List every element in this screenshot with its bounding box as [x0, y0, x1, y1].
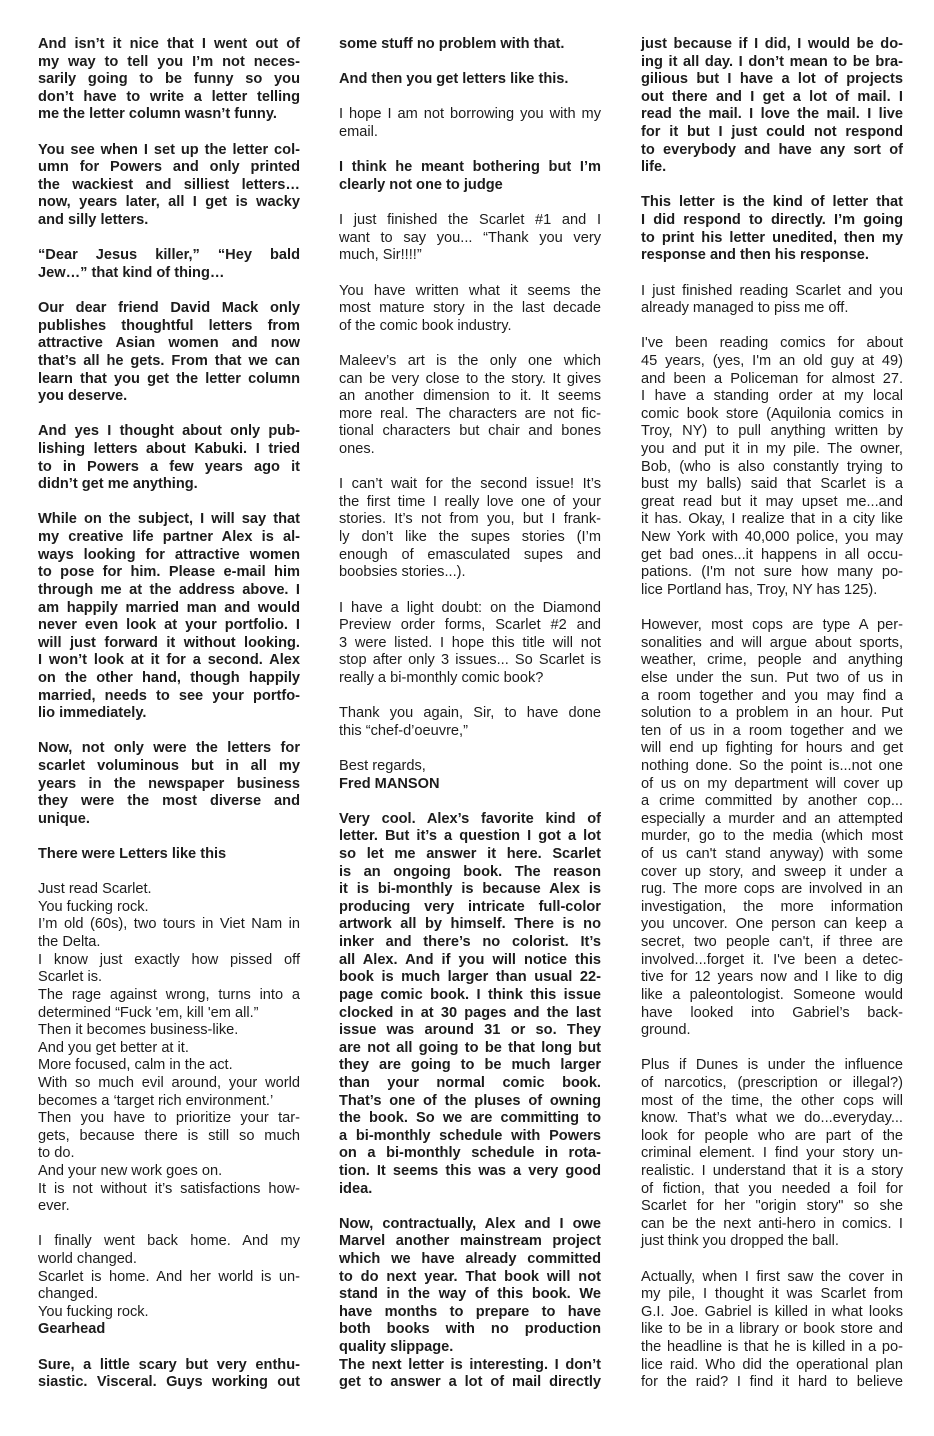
text-line: You have written what it seems the: [339, 282, 601, 299]
text-line: ten of us in a room together and we: [641, 722, 903, 739]
text-line: want to say you... “Thank you very: [339, 229, 601, 246]
text-line: page comic book. I think this issue: [339, 986, 601, 1003]
text-line: artwork all by himself. There is no: [339, 916, 601, 933]
text-line: life.: [641, 159, 667, 176]
bold-paragraph: [339, 776, 601, 794]
text-line: most mature story in the last decade: [339, 300, 601, 317]
text-line: nothing done. So the point is...not one: [641, 757, 903, 774]
text-line: 3 were listed. I hope this title will not: [339, 634, 601, 651]
text-line: stories. It’s not from you, but I frank-: [339, 511, 601, 528]
text-line: issue was around 31 or so. They: [339, 1022, 601, 1039]
text-line: Then it becomes business-like.: [38, 1022, 239, 1039]
text-line: I have a standing order at my local: [641, 388, 903, 405]
text-line: Troy, NY) to pull anything written by: [641, 423, 903, 440]
text-line: Scarlet is home. And her world is un-: [38, 1268, 300, 1285]
text-line: And your new work goes on.: [38, 1163, 223, 1179]
text-line: The rage against wrong, turns into a: [38, 986, 300, 1003]
text-line: to everybody and have any sort of: [641, 141, 903, 158]
text-line: more real. The characters are not fic-: [339, 405, 601, 422]
text-line: Jew…” that kind of thing…: [38, 264, 225, 281]
text-line: letter. But it’s a question I got a lot: [339, 828, 601, 845]
text-line: for the raid? I find it hard to believe: [641, 1374, 903, 1391]
text-line: that’s all he gets. From that we can: [38, 352, 300, 369]
text-line: G.I. Joe. Gabriel is killed in what looks: [641, 1303, 903, 1320]
text-line: realistic. I understand that it is a story: [641, 1163, 903, 1179]
text-line: Fred MANSON: [339, 775, 440, 792]
text-line: just think you dropped the ball.: [641, 1233, 839, 1250]
text-line: And then you get letters like this.: [339, 71, 569, 88]
text-line: I know just exactly how pissed off: [38, 951, 300, 968]
text-line: There were Letters like this: [38, 846, 227, 863]
text-line: know. That’s what we do...everyday...: [641, 1110, 903, 1127]
bold-paragraph: [38, 423, 300, 493]
text-line: read the mail. I love the mail. I live: [641, 106, 903, 123]
text-line: ever.: [38, 1198, 70, 1215]
bold-paragraph: [38, 300, 300, 406]
text-line: to pose for him. Please e-mail him: [38, 564, 300, 581]
text-line: secret, two people can't, if three are: [641, 934, 903, 951]
text-line: can be very close to the story. It gives: [339, 370, 601, 387]
bold-paragraph: [38, 511, 300, 722]
text-line: I hope I am not borrowing you with my: [339, 106, 601, 123]
text-line: However, most cops are type A per-: [641, 617, 903, 634]
bold-paragraph: [339, 159, 601, 194]
text-line: Very cool. Alex’s favorite kind of: [339, 810, 601, 827]
text-line: I finally went back home. And my: [38, 1233, 300, 1250]
text-line: Maleev’s art is the only one which: [339, 352, 601, 369]
text-line: More focused, calm in the act.: [38, 1057, 233, 1074]
text-line: just because if I did, I would be do-: [641, 36, 903, 52]
text-line: tive for 12 years now and I like to dig: [641, 969, 903, 986]
text-line: book is much larger than usual 22-: [339, 969, 601, 986]
text-line: lio immediately.: [38, 705, 147, 722]
text-line: siastic. Visceral. Guys working out: [38, 1374, 300, 1391]
text-line: they are going to be much larger: [339, 1057, 601, 1074]
bold-paragraph: [339, 1357, 601, 1392]
text-line: didn’t get me anything.: [38, 476, 198, 493]
paragraph: [38, 1233, 300, 1321]
text-line: bust my balls) said that Scarlet is a: [641, 476, 903, 493]
text-line: New York with 40,000 police, you may: [641, 529, 903, 546]
text-line: solution to a problem in an hour. Put: [641, 705, 903, 722]
text-line: Best regards,: [339, 757, 426, 774]
text-line: And you get better at it.: [38, 1039, 189, 1056]
text-line: I won’t look at it for a second. Alex: [38, 652, 300, 669]
text-line: Preview order forms, Scarlet #2 and: [339, 617, 601, 634]
text-line: You fucking rock.: [38, 1303, 149, 1320]
text-line: changed.: [38, 1286, 99, 1303]
text-line: will end up fighting for hours and get: [641, 740, 903, 757]
text-line: Just read Scarlet.: [38, 881, 152, 898]
text-line: look for people who are part of the: [641, 1127, 903, 1144]
text-line: Now, contractually, Alex and I owe: [339, 1215, 601, 1232]
text-line: Thank you again, Sir, to have done: [339, 705, 601, 722]
text-line: tion. It seems this was a very good: [339, 1163, 601, 1179]
text-line: else under the sun. Put two of us in: [641, 669, 903, 686]
column-1: [38, 36, 300, 1410]
text-line: am happily married man and would: [38, 599, 300, 616]
text-line: me the letter column wasn’t funny.: [38, 106, 277, 123]
bold-paragraph: [38, 142, 300, 230]
bold-paragraph: [339, 36, 601, 54]
text-line: stop after only 3 issues... So Scarlet is: [339, 652, 601, 669]
text-line: Scarlet is.: [38, 969, 103, 986]
text-line: through me at the address above. I: [38, 581, 300, 598]
text-line: don’t have to write a letter telling: [38, 88, 300, 105]
text-line: email.: [339, 124, 378, 141]
paragraph: [641, 1057, 903, 1251]
text-line: I've been reading comics for about: [641, 335, 903, 352]
text-line: to print his letter unedited, then my: [641, 229, 903, 246]
text-line: get bad ones...it happens in all occu-: [641, 546, 903, 563]
text-line: And isn’t it nice that I went out of: [38, 36, 300, 52]
text-line: my creative life partner Alex is al-: [38, 529, 300, 546]
text-line: I just finished the Scarlet #1 and I: [339, 212, 601, 229]
text-line: to in Powers a few years ago it: [38, 458, 300, 475]
text-line: an another dimension to it. It seems: [339, 388, 601, 405]
text-line: of us can't stand anyway) with some: [641, 846, 903, 863]
text-line: on a bi-monthly schedule in rota-: [339, 1145, 601, 1162]
paragraph: [339, 476, 601, 582]
bold-paragraph: [38, 740, 300, 828]
text-line: idea.: [339, 1180, 373, 1197]
text-line: clearly not one to judge: [339, 176, 503, 193]
text-line: You see when I set up the letter col-: [38, 141, 300, 158]
text-line: sarily going to be funny so you: [38, 71, 300, 88]
text-line: Our dear friend David Mack only: [38, 300, 300, 317]
text-line: This letter is the kind of letter that: [641, 194, 903, 211]
text-line: have months to prepare to have: [339, 1303, 601, 1320]
text-line: quality slippage.: [339, 1339, 454, 1356]
text-line: producing very intricate full-color: [339, 898, 601, 915]
text-line: they were the most diverse and: [38, 793, 300, 810]
text-line: you deserve.: [38, 388, 128, 405]
text-line: And yes I thought about only pub-: [38, 423, 300, 440]
bold-paragraph: [641, 36, 903, 177]
text-line: it has. Okay, I realize that in a city like: [641, 511, 903, 528]
text-line: and silly letters.: [38, 212, 149, 229]
text-line: rug. The more cops are involved in an: [641, 881, 903, 898]
text-line: comic book store (Aquilonia comics in: [641, 405, 903, 422]
text-line: scarlet voluminous but in all my: [38, 757, 300, 774]
text-line: Scarlet for her "origin story" so she: [641, 1198, 903, 1215]
text-line: so let me answer it here. Scarlet: [339, 846, 601, 863]
text-line: this “chef-d’oeuvre,”: [339, 722, 468, 739]
paragraph: [339, 353, 601, 459]
text-line: I think he meant bothering but I’m: [339, 159, 601, 176]
text-line: lice Portland has, Troy, NY has 125).: [641, 581, 878, 598]
text-line: It is not without it’s satisfactions how-: [38, 1180, 300, 1197]
bold-paragraph: [339, 811, 601, 1198]
text-line: gilious but I have a lot of projects: [641, 71, 903, 88]
bold-paragraph: [641, 194, 903, 264]
text-line: to do.: [38, 1145, 75, 1162]
text-line: Now, not only were the letters for: [38, 740, 300, 757]
text-line: really a bi-monthly comic book?: [339, 669, 544, 686]
text-line: involved...forget it. I've been a detec-: [641, 951, 903, 968]
text-line: unique.: [38, 810, 90, 827]
text-line: have looked into Gabriel’s back-: [641, 1004, 903, 1021]
text-line: get to answer a lot of mail directly: [339, 1374, 601, 1391]
paragraph: [339, 212, 601, 265]
text-line: great read but it may upset me...and: [641, 493, 903, 510]
text-line: ly don’t like the supes stories (I’m: [339, 529, 601, 546]
text-line: I have a light doubt: on the Diamond: [339, 599, 601, 616]
text-line: enough of emasculated supes and: [339, 546, 601, 563]
text-line: the headline is that he is killed in a po-: [641, 1339, 903, 1356]
text-line: Plus if Dunes is under the influence: [641, 1057, 903, 1074]
text-line: I just finished reading Scarlet and you: [641, 282, 903, 299]
text-line: “Dear Jesus killer,” “Hey bald: [38, 247, 300, 264]
text-line: especially a murder and an attempted: [641, 810, 903, 827]
text-line: cover up story, and sweep it under a: [641, 863, 903, 880]
text-line: is an ongoing book. The reason: [339, 863, 601, 880]
text-line: investigation, the more information: [641, 898, 903, 915]
text-line: now, years later, all I get is wacky: [38, 194, 300, 211]
text-line: Actually, when I first saw the cover in: [641, 1268, 903, 1285]
text-line: tional characters but chair and bones: [339, 423, 601, 440]
text-line: on the other hand, though happily: [38, 669, 300, 686]
text-line: gets, because there is still so much: [38, 1127, 300, 1144]
text-line: of us on my department will cover up: [641, 775, 903, 792]
text-line: clocked in at 30 pages and the last: [339, 1004, 601, 1021]
text-line: boobsies stories...).: [339, 564, 466, 581]
text-line: 45 years, (yes, I'm an old guy at 49): [641, 352, 903, 369]
text-line: response and then his response.: [641, 247, 869, 264]
paragraph: [339, 705, 601, 740]
text-line: publishes thoughtful letters from: [38, 317, 300, 334]
text-line: the first time I really love one of your: [339, 493, 601, 510]
text-line: most of the time, the other cops will: [641, 1092, 903, 1109]
text-line: of fiction, that you needed a foil for: [641, 1180, 903, 1197]
column-3: [641, 36, 903, 1410]
bold-paragraph: [38, 846, 300, 864]
text-line: becomes a ‘target rich environment.’: [38, 1092, 274, 1109]
text-line: Then you have to prioritize your tar-: [38, 1110, 300, 1127]
text-line: ing it all day. I don’t mean to be bra-: [641, 53, 903, 70]
text-line: You fucking rock.: [38, 898, 149, 915]
bold-paragraph: [38, 36, 300, 124]
text-line: I did respond to directly. I’m going: [641, 212, 903, 229]
text-line: my way to tell you I’m not neces-: [38, 53, 300, 70]
text-line: of the comic book industry.: [339, 317, 512, 334]
text-line: inker and there’s no colorist. It’s: [339, 934, 601, 951]
text-line: will just forward it without looking.: [38, 634, 300, 651]
text-line: both books with no production: [339, 1321, 601, 1338]
text-line: all Alex. And if you will notice this: [339, 951, 601, 968]
text-line: That’s one of the pluses of owning: [339, 1092, 601, 1109]
text-line: learn that you get the letter column: [38, 370, 300, 387]
text-line: world changed.: [38, 1251, 137, 1268]
text-line: Gearhead: [38, 1321, 106, 1338]
text-line: ones.: [339, 441, 375, 458]
paragraph: [339, 758, 601, 776]
paragraph: [38, 881, 300, 1216]
text-line: a crime committed by another cop...: [641, 793, 903, 810]
text-line: can be the next anti-hero in comics. I: [641, 1215, 903, 1232]
text-line: a room together and you may find a: [641, 687, 903, 704]
text-line: it is bi-monthly is because Alex is: [339, 881, 601, 898]
bold-paragraph: [38, 1357, 300, 1392]
text-line: some stuff no problem with that.: [339, 36, 565, 52]
paragraph: [339, 283, 601, 336]
column-2: [339, 36, 601, 1410]
text-line: murder, go to the media (which most: [641, 828, 903, 845]
paragraph: [339, 106, 601, 141]
text-line: you uncover. One person can keep a: [641, 916, 903, 933]
text-line: I’m old (60s), two tours in Viet Nam in: [38, 916, 300, 933]
bold-paragraph: [339, 1216, 601, 1357]
text-line: Sure, a little scary but very enthu-: [38, 1356, 300, 1373]
paragraph: [641, 1269, 903, 1392]
text-line: to do next year. That book will not: [339, 1268, 601, 1285]
text-line: my pile, I thought it was Scarlet from: [641, 1286, 903, 1303]
text-line: lishing letters about Kabuki. I tried: [38, 441, 300, 458]
text-line: I can’t wait for the second issue! It’s: [339, 476, 601, 493]
text-line: pations. (I'm not sure how many po-: [641, 564, 903, 581]
bold-paragraph: [339, 71, 601, 89]
text-line: already managed to piss me off.: [641, 300, 849, 317]
text-line: married, needs to see your portfo-: [38, 687, 300, 704]
text-line: like to be in a library or book store and: [641, 1321, 903, 1338]
text-line: than your normal comic book.: [339, 1074, 601, 1091]
text-line: of narcotics, (prescription or illegal?): [641, 1074, 903, 1091]
text-line: Bob, (who is also constantly trying to: [641, 458, 903, 475]
paragraph: [339, 600, 601, 688]
text-line: sonalities and will argue about sports,: [641, 634, 903, 651]
text-line: a bi-monthly schedule with Powers: [339, 1127, 601, 1144]
text-line: ways looking for attractive women: [38, 546, 300, 563]
bold-paragraph: [38, 1321, 300, 1339]
text-line: determined “Fuck 'em, kill 'em all.”: [38, 1004, 259, 1021]
text-line: out there and I get a lot of mail. I: [641, 88, 903, 105]
text-line: the book. So we are committing to: [339, 1110, 601, 1127]
text-line: are not all going to be that long but: [339, 1039, 601, 1056]
text-line: like a paleontologist. Someone would: [641, 986, 903, 1003]
text-line: While on the subject, I will say that: [38, 511, 300, 528]
text-line: lice raid. Who did the operational plan: [641, 1356, 903, 1373]
text-line: the Delta.: [38, 934, 101, 951]
text-line: Marvel another mainstream project: [339, 1233, 601, 1250]
text-line: you and put it in my pile. The owner,: [641, 441, 903, 458]
text-line: never even look at your portfolio. I: [38, 617, 300, 634]
bold-paragraph: [38, 247, 300, 282]
text-line: ground.: [641, 1022, 691, 1039]
text-line: which we have already committed: [339, 1251, 601, 1268]
text-line: The next letter is interesting. I don’t: [339, 1356, 601, 1373]
text-line: With so much evil around, your world: [38, 1074, 300, 1091]
text-line: criminal element. I find your story un-: [641, 1145, 903, 1162]
text-line: stand in the way of this book. We: [339, 1286, 601, 1303]
text-line: attractive Asian women and now: [38, 335, 300, 352]
text-line: the wackiest and silliest letters…: [38, 176, 300, 193]
paragraph: [641, 283, 903, 318]
text-line: much, Sir!!!!”: [339, 247, 422, 264]
paragraph: [641, 617, 903, 1040]
text-line: for it but I just could not respond: [641, 124, 903, 141]
text-line: years in the newspaper business: [38, 775, 300, 792]
text-line: umn for Powers and only printed: [38, 159, 300, 176]
text-line: weather, crime, people and anything: [641, 652, 903, 669]
text-line: and been a Policeman for almost 27.: [641, 370, 903, 387]
paragraph: [641, 335, 903, 599]
